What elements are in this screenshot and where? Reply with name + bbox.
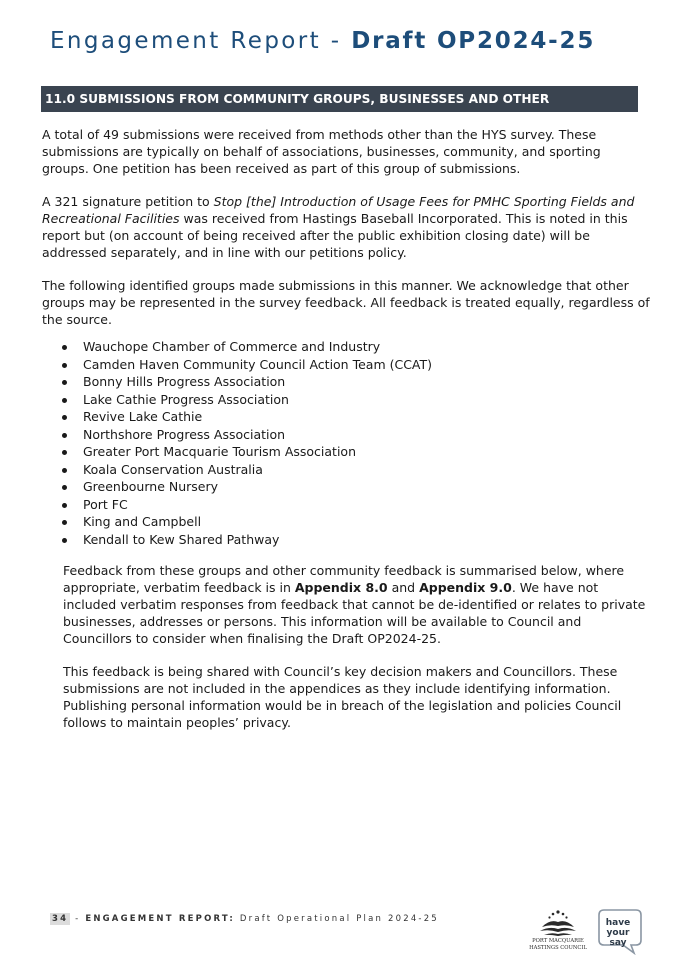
- petition-text-start: A 321 signature petition to: [42, 194, 214, 209]
- footer-doc-title: Draft Operational Plan 2024-25: [235, 914, 439, 924]
- group-name: Lake Cathie Progress Association: [83, 391, 289, 407]
- intro-text: [42, 126, 650, 344]
- bullet-icon: [62, 520, 67, 525]
- bullet-icon: [62, 380, 67, 385]
- list-item: [42, 531, 602, 549]
- list-item: [42, 426, 602, 444]
- group-name: Port FC: [83, 496, 128, 512]
- paragraph-submissions-total: A total of 49 submissions were received from methods other than the HYS survey. These submissions are typically on behalf of associations, businesses, community, and sporting groups. One petition has been received as part of this group of submissions.: [42, 127, 601, 176]
- have-your-say-text: [597, 918, 639, 948]
- bullet-icon: [62, 398, 67, 403]
- list-item: [42, 513, 602, 531]
- list-item: [42, 338, 602, 356]
- bullet-icon: [62, 538, 67, 543]
- feedback-text-and: and: [387, 580, 420, 595]
- bullet-icon: [62, 363, 67, 368]
- list-item: [42, 356, 602, 374]
- paragraph-feedback-summary: [63, 562, 653, 647]
- council-logo-icon: [528, 908, 588, 938]
- paragraph-petition: [42, 193, 650, 261]
- have-your-say-line2: your say: [606, 928, 630, 948]
- group-name: Camden Haven Community Council Action Team (CCAT): [83, 356, 433, 372]
- council-logo-text: [528, 938, 588, 951]
- page-title-draft: Draft OP2024-25: [351, 28, 596, 54]
- group-name: Wauchope Chamber of Commerce and Industry: [83, 339, 381, 354]
- list-item: [42, 408, 602, 426]
- bullet-icon: [62, 415, 67, 420]
- footer-label: ENGAGEMENT REPORT:: [85, 914, 236, 924]
- list-item: [42, 391, 602, 409]
- appendix-9-ref: Appendix 9.0: [419, 580, 512, 595]
- group-name: Revive Lake Cathie: [83, 409, 203, 424]
- group-name: Kendall to Kew Shared Pathway: [83, 531, 280, 547]
- bullet-icon: [62, 345, 67, 350]
- bullet-icon: [62, 433, 67, 438]
- council-logo: [528, 908, 588, 960]
- bullet-icon: [62, 485, 67, 490]
- list-item: [42, 496, 602, 514]
- bullet-icon: [62, 450, 67, 455]
- paragraph-groups-intro: The following identified groups made submissions in this manner. We acknowledge that other groups may be represented in the survey feedback. All feedback is treated equally, regardless of the source.: [42, 278, 650, 327]
- group-name: King and Campbell: [83, 514, 202, 529]
- group-name: Greenbourne Nursery: [83, 479, 219, 494]
- council-logo-line2: HASTINGS COUNCIL: [529, 944, 587, 951]
- have-your-say-line1: have: [605, 918, 631, 928]
- paragraph-privacy: This feedback is being shared with Council’s key decision makers and Councillors. These submissions are not included in the appendices as they include identifying information. Publishing personal information would be in breach of the legislation and policies Council follows to maintain peoples’ privacy.: [63, 664, 622, 730]
- bullet-icon: [62, 503, 67, 508]
- page-title-prefix: Engagement Report -: [50, 28, 352, 54]
- list-item: [42, 461, 602, 479]
- group-name: Koala Conservation Australia: [83, 461, 263, 477]
- feedback-text-end: . We have not included verbatim responses from feedback that cannot be de-identified or relates to private businesses, addresses or persons. This information will be available to Council and Councillors to consider when finalising the Draft OP2024-25.: [63, 580, 646, 646]
- list-item: [42, 443, 602, 461]
- appendix-8-ref: Appendix 8.0: [294, 580, 388, 595]
- section-heading: 11.0 SUBMISSIONS FROM COMMUNITY GROUPS, BUSINESSES AND OTHER: [41, 86, 638, 112]
- feedback-text-start: Feedback from these groups and other community feedback is summarised below, where appropriate, verbatim feedback is in: [63, 563, 625, 595]
- have-your-say-logo: [597, 909, 643, 955]
- feedback-text: [63, 562, 653, 747]
- petition-title: Stop [the] Introduction of Usage Fees for PMHC Sporting Fields and Recreational Facilities: [42, 194, 635, 226]
- bullet-icon: [62, 468, 67, 473]
- group-name: Bonny Hills Progress Association: [83, 374, 286, 389]
- petition-text-end: was received from Hastings Baseball Incorporated. This is noted in this report but (on account of being received after the public exhibition closing date) will be addressed separately, and in line with our petitions policy.: [42, 211, 628, 260]
- group-name: Northshore Progress Association: [83, 426, 286, 442]
- list-item: [42, 478, 602, 496]
- list-item: [42, 373, 602, 391]
- council-logo-line1: PORT MACQUARIE: [532, 938, 584, 944]
- page-footer: [50, 914, 439, 924]
- page-number: 34: [52, 914, 69, 924]
- groups-list: [42, 338, 602, 548]
- page-title: [50, 28, 595, 54]
- footer-separator: -: [70, 914, 86, 924]
- group-name: Greater Port Macquarie Tourism Association: [83, 444, 356, 459]
